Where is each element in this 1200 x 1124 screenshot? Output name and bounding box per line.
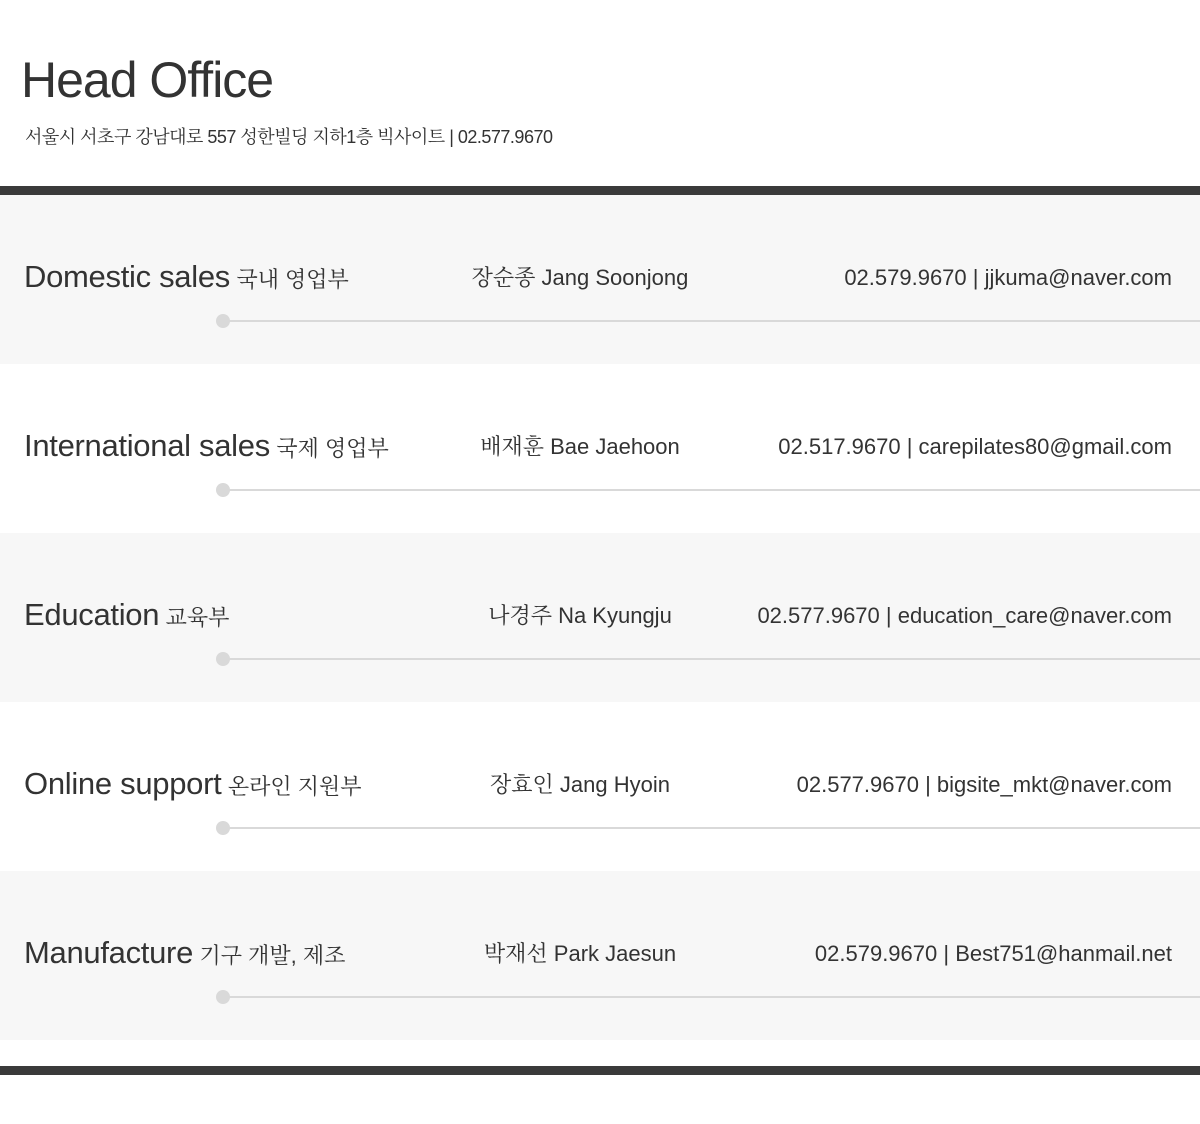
department-name-ko: 온라인 지원부 — [227, 774, 362, 799]
row-divider-line — [222, 827, 1200, 829]
header — [0, 0, 1200, 186]
department-row — [0, 364, 1200, 533]
department-name-ko: 국제 영업부 — [276, 436, 389, 461]
department-phone-email: 02.579.9670 | Best751@hanmail.net — [814, 941, 1172, 966]
department-phone-email: 02.577.9670 | bigsite_mkt@naver.com — [796, 772, 1172, 797]
department-name — [24, 428, 389, 470]
office-address: 서울시 서초구 강남대로 557 성한빌딩 지하1층 빅사이트 | 02.577.9670 — [25, 127, 553, 147]
department-name — [24, 259, 349, 301]
department-phone-email: 02.579.9670 | jjkuma@naver.com — [844, 265, 1172, 290]
department-name-ko: 기구 개발, 제조 — [199, 943, 346, 968]
department-row — [0, 702, 1200, 871]
row-divider-dot — [216, 990, 230, 1004]
row-divider-dot — [216, 652, 230, 666]
row-divider-line — [222, 996, 1200, 998]
department-contact-person: 박재선 Park Jaesun — [483, 941, 677, 966]
department-row — [0, 871, 1200, 1040]
department-contact-person: 장순종 Jang Soonjong — [471, 265, 689, 290]
department-contact-person: 장효인 Jang Hyoin — [490, 772, 670, 797]
row-divider-line — [222, 658, 1200, 660]
row-divider-dot — [216, 483, 230, 497]
department-name — [24, 935, 345, 977]
department-name-ko: 교육부 — [165, 605, 230, 630]
department-list — [0, 195, 1200, 1040]
department-name-en: Online support — [24, 766, 222, 801]
department-name-en: Domestic sales — [24, 259, 230, 294]
bottom-divider — [0, 1066, 1200, 1075]
department-contact-person: 배재훈 Bae Jaehoon — [480, 434, 680, 459]
department-name-en: International sales — [24, 428, 270, 463]
row-divider-dot — [216, 314, 230, 328]
department-phone-email: 02.517.9670 | carepilates80@gmail.com — [778, 434, 1172, 459]
department-row — [0, 533, 1200, 702]
row-divider-line — [222, 489, 1200, 491]
page-title: Head Office — [21, 52, 274, 108]
department-row — [0, 195, 1200, 364]
top-divider — [0, 186, 1200, 195]
department-phone-email: 02.577.9670 | education_care@naver.com — [757, 603, 1172, 628]
row-divider-line — [222, 320, 1200, 322]
department-name-en: Manufacture — [24, 935, 194, 970]
row-divider-dot — [216, 821, 230, 835]
department-name-ko: 국내 영업부 — [236, 267, 349, 292]
department-contact-person: 나경주 Na Kyungju — [488, 603, 672, 628]
department-name-en: Education — [24, 597, 160, 632]
department-name — [24, 597, 229, 639]
department-name — [24, 766, 362, 808]
